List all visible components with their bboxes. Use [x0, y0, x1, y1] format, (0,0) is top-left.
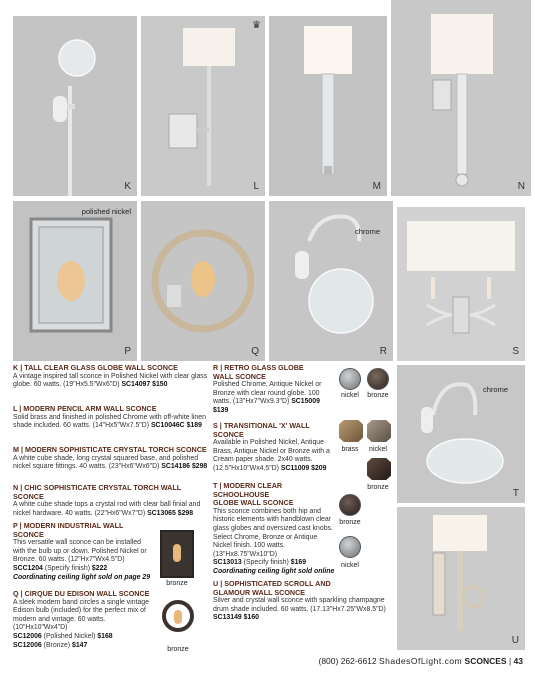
- sconce-s-image: [397, 207, 525, 361]
- item-sku-line: SC13149 $160: [213, 614, 259, 622]
- swatch-s-brass: [339, 420, 363, 442]
- item-heading: U | SOPHISTICATED SCROLL AND: [213, 579, 331, 588]
- item-n: [13, 484, 208, 518]
- item-heading: L | MODERN PENCIL ARM WALL SCONCE: [13, 404, 157, 413]
- swatch-label: nickel: [341, 392, 359, 399]
- swatch-t-bronze: [339, 494, 361, 516]
- item-heading: T | MODERN CLEAR SCHOOLHOUSE: [213, 481, 283, 499]
- swatch-label: bronze: [367, 392, 389, 399]
- sconce-p-image: [13, 201, 137, 361]
- swatch-label: bronze: [339, 519, 361, 526]
- item-sku-line: SC12006 (Bronze) $147: [13, 641, 88, 649]
- swatch-r-bronze: [367, 368, 389, 390]
- item-heading: P | MODERN INDUSTRIAL WALL SCONCE: [13, 521, 124, 539]
- photo-q: [141, 201, 265, 361]
- photo-letter: M: [372, 181, 381, 192]
- item-l: [13, 405, 208, 431]
- photo-m: [269, 16, 387, 196]
- thumb-p-bronze: [160, 530, 194, 578]
- sconce-k-image: [13, 16, 137, 196]
- item-description: This sconce combines both hip and historic elements with handblown clear glass globes and oversized cast knobs. Select Chrome, Bronze or Antique Nickel finish. 100 watts. (13"Hx8.75"Wx10"D): [213, 507, 333, 558]
- item-sku-line: SCC1204 (Specify finish) $222: [13, 564, 108, 572]
- photo-p: [13, 201, 137, 361]
- photo-k: [13, 16, 137, 196]
- item-description: A white cube shade, long crystal squared base, and polished nickel square fittings. 40 watts. (23"Hx6"Wx6"D) SC14186 $298: [13, 454, 208, 471]
- item-t: [213, 482, 335, 577]
- photo-letter: N: [517, 181, 525, 192]
- photo-letter: U: [511, 635, 519, 646]
- item-heading-cont: GLAMOUR WALL SCONCE: [213, 587, 306, 597]
- item-description: A white cube shade tops a crystal rod with clear ball finial and nickel hardware. 40 watts. (22"Hx6"Wx7"D) SC13065 $298: [13, 501, 201, 517]
- photo-letter: Q: [251, 346, 259, 357]
- swatch-t-nickel: [339, 536, 361, 558]
- item-heading-cont: WALL SCONCE: [213, 371, 266, 381]
- swatch-label: bronze: [166, 580, 188, 587]
- photo-letter: R: [379, 346, 387, 357]
- page-footer: (800) 262-6612 ShadesOfLight.com SCONCES | 43: [318, 656, 523, 666]
- sconce-m-image: [269, 16, 387, 196]
- item-heading: N | CHIC SOPHISTICATE CRYSTAL TORCH WALL SCONCE: [13, 483, 182, 501]
- footer-section: SCONCES: [464, 656, 507, 666]
- sconce-r-image: [269, 201, 393, 361]
- finish-label: polished nickel: [81, 207, 131, 216]
- item-heading-cont: GLOBE WALL SCONCE: [213, 498, 294, 508]
- photo-t: [397, 365, 525, 503]
- item-q: [13, 590, 155, 650]
- item-heading: S | TRANSITIONAL 'X' WALL SCONCE: [213, 421, 310, 439]
- photo-letter: S: [512, 346, 519, 357]
- photo-letter: L: [253, 181, 259, 192]
- swatch-s-nickel: [367, 420, 391, 442]
- footer-page-number: 43: [513, 656, 523, 666]
- swatch-r-nickel: [339, 368, 361, 390]
- item-p: [13, 522, 155, 582]
- item-description: Available in Polished Nickel, Antique Brass, Antique Nickel or Bronze with a Cream paper shade. 2x40 watts. (12.5"Hx10"Wx4.5"D) SC11009 $209: [213, 439, 330, 472]
- item-s: [213, 422, 333, 474]
- item-k: [13, 364, 208, 390]
- item-u: [213, 580, 388, 623]
- item-description: Silver and crystal wall sconce with sparkling champagne drum shade included. 60 watts. (17.13"Hx7.25"Wx8.5"D): [213, 597, 386, 613]
- sconce-l-image: [141, 16, 265, 196]
- item-sku-line: SC13013 (Specify finish) $169: [213, 559, 307, 567]
- swatch-label: brass: [341, 446, 359, 453]
- photo-n: [391, 0, 531, 196]
- item-note: Coordinating ceiling light sold on page 29: [13, 573, 151, 581]
- item-sku-line: SC12006 (Polished Nickel) $168: [13, 632, 113, 640]
- item-heading: Q | CIRQUE DU EDISON WALL SCONCE: [13, 589, 150, 598]
- swatch-s-bronze: [367, 458, 391, 480]
- item-m: [13, 446, 208, 472]
- item-heading: M | MODERN SOPHISTICATE CRYSTAL TORCH SCONCE: [13, 445, 207, 454]
- footer-website: ShadesOfLight.com: [379, 656, 463, 666]
- finish-label: chrome: [355, 227, 381, 236]
- crown-icon: ♛: [252, 20, 261, 31]
- item-heading: K | TALL CLEAR GLASS GLOBE WALL SCONCE: [13, 363, 178, 372]
- item-description: A vintage inspired tall sconce in Polished Nickel with clear glass globe. 60 watts. (19"Hx5.5"Wx6"D) SC14097 $150: [13, 372, 208, 389]
- footer-phone: (800) 262-6612: [318, 656, 377, 666]
- sconce-u-image: [397, 507, 525, 650]
- thumb-q-bronze: [160, 598, 196, 642]
- photo-r: [269, 201, 393, 361]
- photo-letter: T: [512, 488, 519, 499]
- item-description: Solid brass and finished in polished Chrome with off-white linen shade included. 60 watts. (14"Hx5"Wx7.5"D) SC10046C $189: [13, 413, 206, 430]
- item-heading: R | RETRO GLASS GLOBE: [213, 363, 304, 372]
- item-r: [213, 364, 333, 416]
- sconce-q-image: [141, 201, 265, 361]
- item-description: This versatile wall sconce can be installed with the bulb up or down. Polished Nickel or Bronze. 60 watts. (12"Hx7"Wx4.5"D): [13, 539, 147, 564]
- finish-label: chrome: [483, 385, 509, 394]
- item-description: Polished Chrome, Antique Nickel or Bronze with clear round globe. 100 watts. (13"Hx7"Wx9.3"D) SC15009 $139: [213, 381, 322, 414]
- photo-s: [397, 207, 525, 361]
- item-note: Coordinating ceiling light sold online: [213, 567, 335, 575]
- sconce-n-image: [391, 0, 531, 196]
- photo-letter: K: [124, 181, 131, 192]
- item-description: A sleek modern band circles a single vintage Edison bulb (included) for the perfect mix of modern and vintage. 60 watts. (10"Hx10"Wx4"D): [13, 598, 149, 632]
- swatch-label: bronze: [167, 646, 189, 653]
- swatch-label: nickel: [341, 562, 359, 569]
- photo-letter: P: [124, 346, 131, 357]
- photo-l: [141, 16, 265, 196]
- photo-u: [397, 507, 525, 650]
- swatch-label: bronze: [367, 484, 389, 491]
- swatch-label: nickel: [369, 446, 387, 453]
